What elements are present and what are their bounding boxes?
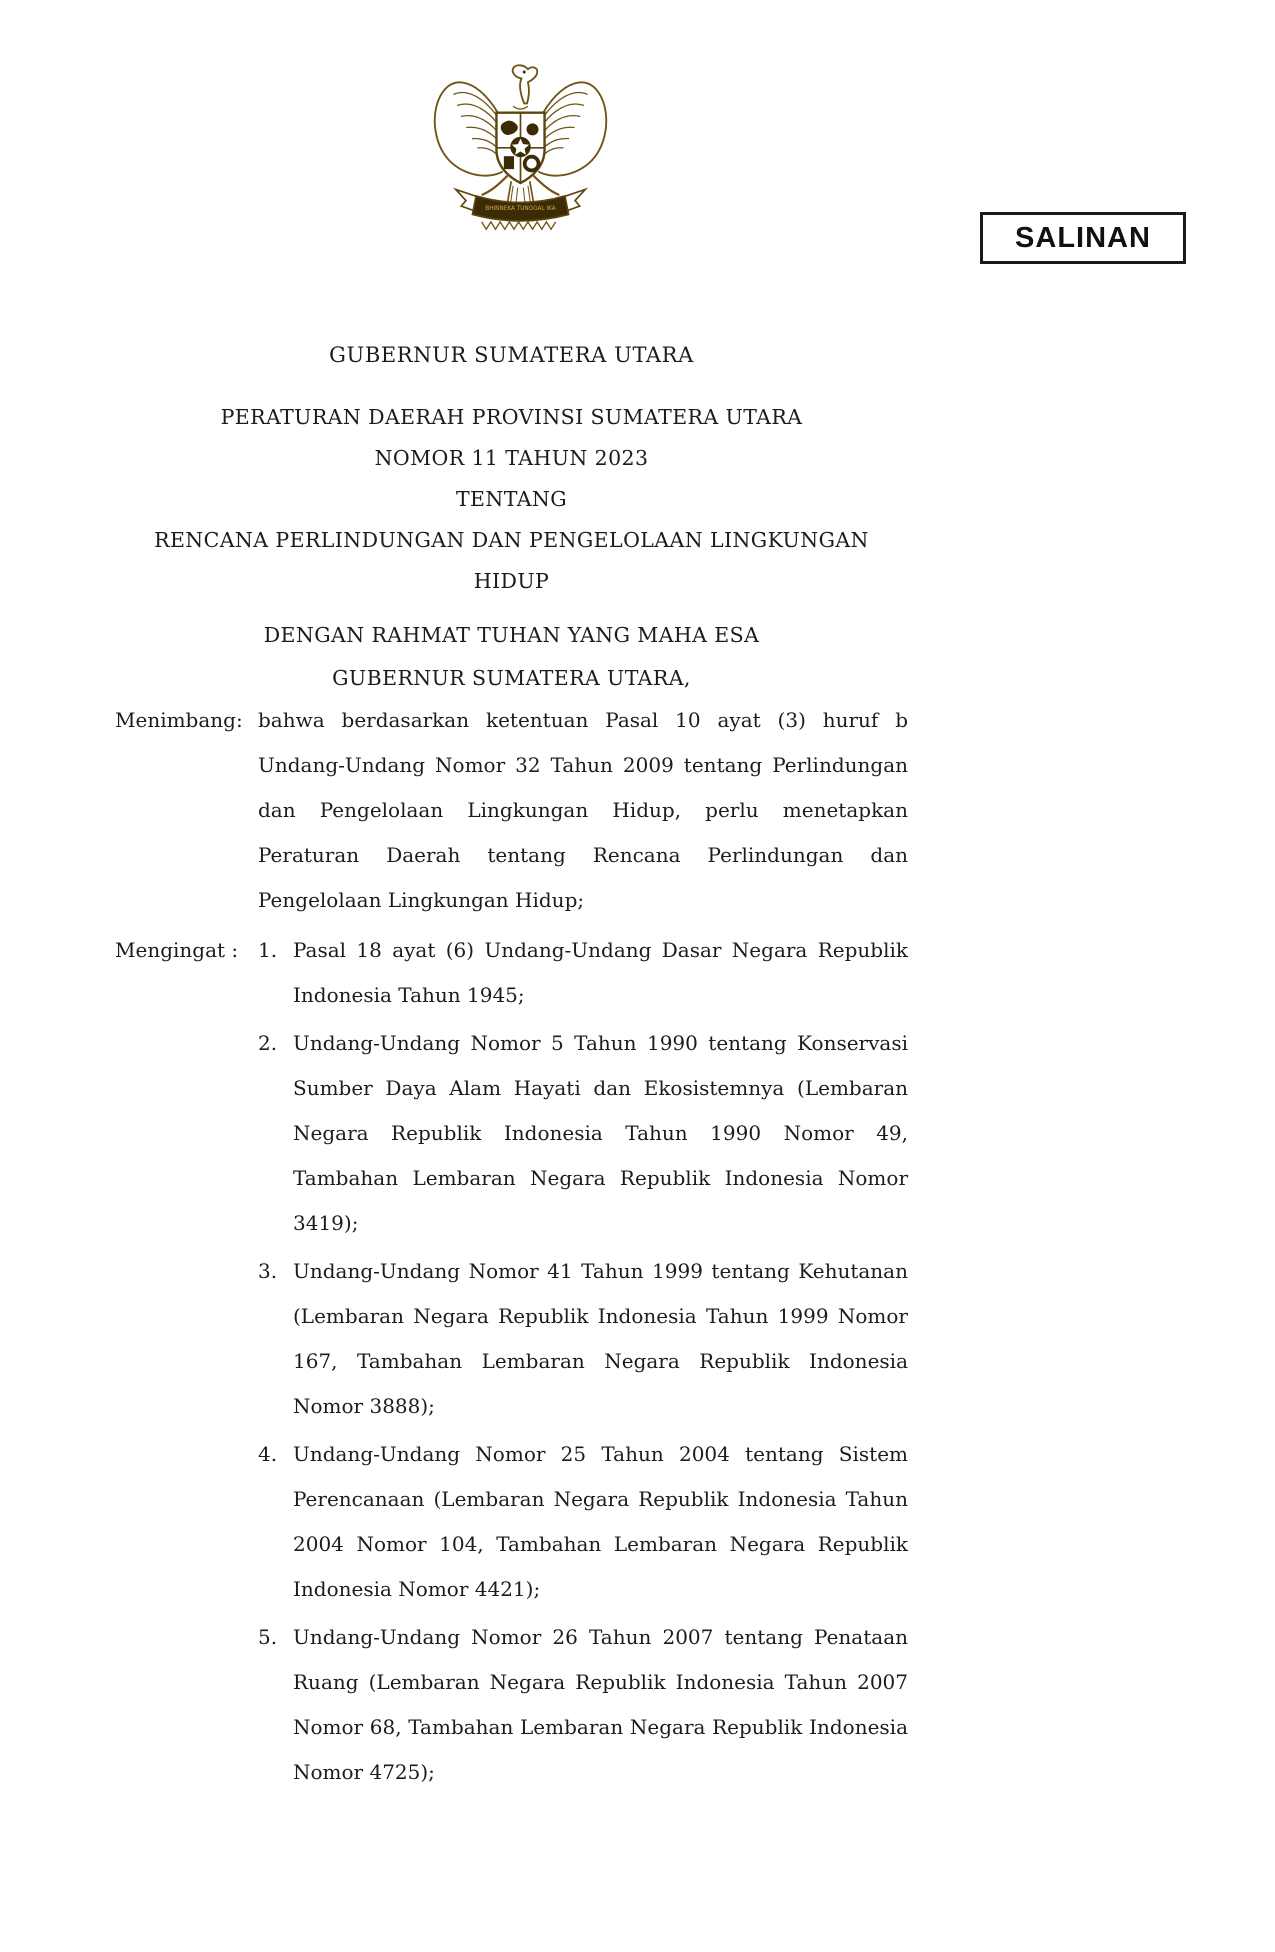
item-number: 3. xyxy=(258,1259,278,1283)
item-text: Pasal 18 ayat (6) Undang-Undang Dasar Negara Republik Indonesia Tahun 1945; xyxy=(293,938,908,1007)
title-number-line: NOMOR 11 TAHUN 2023 xyxy=(374,446,649,470)
menimbang-section xyxy=(115,698,908,923)
item-text: Undang-Undang Nomor 5 Tahun 1990 tentang Konservasi Sumber Daya Alam Hayati dan Ekosistemnya (Lembaran Negara Republik Indonesia Tahun 1990 Nomor 49, Tambahan Lembaran Negara Republik Indonesia Nomor 3419); xyxy=(293,1031,908,1235)
legal-basis-item-5 xyxy=(258,1615,908,1795)
legal-basis-item-4 xyxy=(258,1432,908,1612)
title-block xyxy=(115,397,908,602)
title-regulation-line: PERATURAN DAERAH PROVINSI SUMATERA UTARA xyxy=(220,405,803,429)
garuda-pancasila-icon xyxy=(428,52,613,240)
preamble-block xyxy=(115,614,908,700)
title-subject-line: RENCANA PERLINDUNGAN DAN PENGELOLAAN LINGKUNGAN HIDUP xyxy=(154,528,869,593)
item-number: 5. xyxy=(258,1625,278,1649)
title-tentang-line: TENTANG xyxy=(455,487,568,511)
salinan-stamp xyxy=(980,212,1186,264)
item-number: 1. xyxy=(258,938,278,962)
menimbang-text: bahwa berdasarkan ketentuan Pasal 10 ayat (3) huruf b Undang-Undang Nomor 32 Tahun 2009 tentang Perlindungan dan Pengelolaan Lingkungan Hidup, perlu menetapkan Peraturan Daerah tentang Rencana Perlindungan dan Pengelolaan Lingkungan Hidup; xyxy=(258,708,908,912)
emblem-motto-text: BHINNEKA TUNGGAL IKA xyxy=(485,205,556,212)
item-number: 2. xyxy=(258,1031,278,1055)
item-number: 4. xyxy=(258,1442,278,1466)
legal-basis-item-2 xyxy=(258,1021,908,1246)
item-text: Undang-Undang Nomor 25 Tahun 2004 tentang Sistem Perencanaan (Lembaran Negara Republik Indonesia Tahun 2004 Nomor 104, Tambahan Lembaran Negara Republik Indonesia Nomor 4421); xyxy=(293,1442,908,1601)
institution-heading: GUBERNUR SUMATERA UTARA xyxy=(329,343,694,367)
garuda-pancasila-emblem xyxy=(428,52,613,240)
salinan-label: SALINAN xyxy=(1015,221,1151,254)
preamble-invocation: DENGAN RAHMAT TUHAN YANG MAHA ESA xyxy=(263,623,760,647)
menimbang-label: Menimbang: xyxy=(115,708,243,732)
legal-basis-item-1 xyxy=(258,928,908,1018)
mengingat-section xyxy=(115,928,908,1798)
legal-basis-item-3 xyxy=(258,1249,908,1429)
preamble-authority: GUBERNUR SUMATERA UTARA, xyxy=(332,666,691,690)
mengingat-label: Mengingat : xyxy=(115,938,239,962)
item-text: Undang-Undang Nomor 26 Tahun 2007 tentang Penataan Ruang (Lembaran Negara Republik Indonesia Tahun 2007 Nomor 68, Tambahan Lembaran Negara Republik Indonesia Nomor 4725); xyxy=(293,1625,908,1784)
item-text: Undang-Undang Nomor 41 Tahun 1999 tentang Kehutanan (Lembaran Negara Republik Indonesia Tahun 1999 Nomor 167, Tambahan Lembaran Negara Republik Indonesia Nomor 3888); xyxy=(293,1259,908,1418)
